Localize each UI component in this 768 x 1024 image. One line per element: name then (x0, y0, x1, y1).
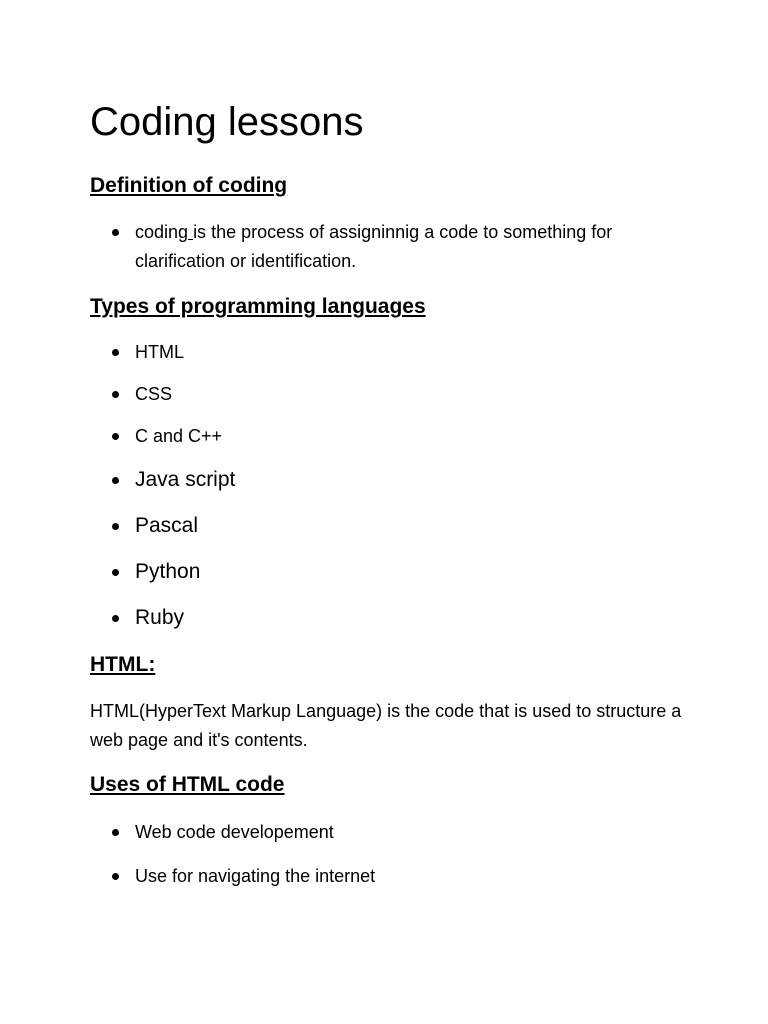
language-item-label: Ruby (135, 606, 185, 629)
bullet-icon (112, 873, 119, 880)
bullet-icon (112, 523, 119, 530)
bullet-icon (112, 433, 119, 440)
language-item-label: Java script (135, 468, 236, 491)
bullet-icon (112, 569, 119, 576)
language-item-label: Python (135, 560, 201, 583)
use-item-label: Web code developement (135, 822, 334, 842)
page-title: Coding lessons (90, 100, 364, 144)
bullet-icon (112, 477, 119, 484)
definition-heading: Definition of coding (90, 174, 288, 197)
definition-text (135, 218, 655, 276)
html-paragraph: HTML(HyperText Markup Language) is the code that is used to structure a web page and it's contents. (90, 701, 682, 750)
language-item-label: C and C++ (135, 426, 223, 446)
types-heading: Types of programming languages (90, 295, 426, 318)
bullet-icon (112, 615, 119, 622)
language-item-label: CSS (135, 384, 173, 404)
language-item-label: Pascal (135, 514, 199, 537)
definition-rest: is the process of assigninnig a code to something for clarification or identification. (135, 222, 613, 271)
bullet-icon (112, 829, 119, 836)
definition-lead: coding (135, 222, 189, 242)
use-item-label: Use for navigating the internet (135, 866, 376, 886)
bullet-icon (112, 391, 119, 398)
bullet-icon (112, 229, 119, 236)
bullet-icon (112, 349, 119, 356)
language-item-label: HTML (135, 342, 184, 362)
uses-heading: Uses of HTML code (90, 773, 285, 796)
html-heading: HTML: (90, 653, 156, 676)
